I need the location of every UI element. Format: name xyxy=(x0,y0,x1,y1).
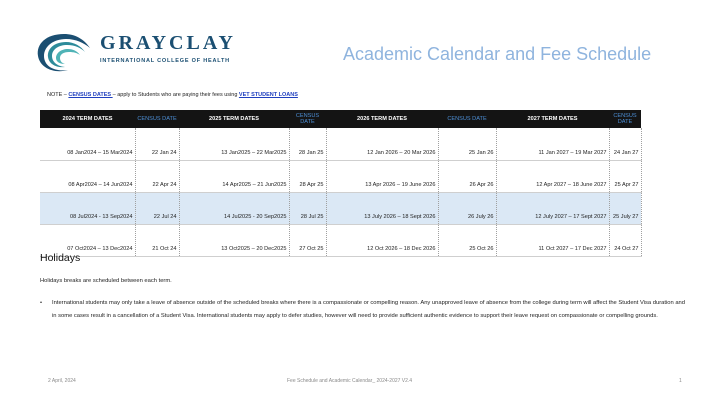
census-date-cell: 24 Jan 27 xyxy=(609,128,641,160)
term-dates-cell: 12 July 2027 – 17 Sept 2027 xyxy=(496,192,609,224)
census-date-cell: 25 July 27 xyxy=(609,192,641,224)
table-row xyxy=(40,224,641,256)
census-date-cell: 26 July 26 xyxy=(438,192,496,224)
census-date-cell: 27 Oct 25 xyxy=(289,224,326,256)
census-date-cell: 22 Jan 24 xyxy=(135,128,179,160)
census-date-cell: 28 Jul 25 xyxy=(289,192,326,224)
census-date-cell: 26 Apr 26 xyxy=(438,160,496,192)
footer-document-name: Fee Schedule and Academic Calendar_ 2024-2027 V2.4 xyxy=(287,378,413,384)
term-dates-cell: 11 Oct 2027 – 17 Dec 2027 xyxy=(496,224,609,256)
brand-name: GRAYCLAY xyxy=(100,32,236,54)
holidays-intro: Holidays breaks are scheduled between each term. xyxy=(40,278,172,284)
table-row xyxy=(40,160,641,192)
term-dates-table xyxy=(40,110,642,257)
term-dates-cell: 08 Jul2024 - 13 Sep2024 xyxy=(40,192,135,224)
header-2027-term-dates: 2027 TERM DATES xyxy=(496,110,609,128)
term-dates-cell: 13 Apr 2026 – 19 June 2026 xyxy=(326,160,438,192)
table-row xyxy=(40,192,641,224)
census-date-cell: 28 Jan 25 xyxy=(289,128,326,160)
census-date-cell: 25 Jan 26 xyxy=(438,128,496,160)
college-logo xyxy=(34,30,236,76)
census-date-cell: 24 Oct 27 xyxy=(609,224,641,256)
term-dates-cell: 12 Oct 2026 – 18 Dec 2026 xyxy=(326,224,438,256)
header-census-date: CENSUS DATE xyxy=(438,110,496,128)
swoosh-logo-icon xyxy=(34,30,96,76)
census-date-cell: 25 Apr 27 xyxy=(609,160,641,192)
brand-tagline: INTERNATIONAL COLLEGE OF HEALTH xyxy=(100,58,230,64)
term-dates-cell: 08 Apr2024 – 14 Jun2024 xyxy=(40,160,135,192)
header-2024-term-dates: 2024 TERM DATES xyxy=(40,110,135,128)
term-dates-cell: 12 Jan 2026 – 20 Mar 2026 xyxy=(326,128,438,160)
table-row xyxy=(40,128,641,160)
term-dates-cell: 14 Jul2025 - 20 Sep2025 xyxy=(179,192,289,224)
vet-student-loans-link[interactable]: VET STUDENT LOANS xyxy=(238,92,298,98)
bullet-text: International students may only take a leave of absence outside of the scheduled breaks where there is a compassionate or compelling reason. Any unapproved leave of absence from the college during term will affect the Student Visa duration and in some cases result in a cancellation of a Student Visa. International students may apply to defer studies, however will need to provide sufficient authentic evidence to support their leave request on compassionate or compelling grounds. xyxy=(52,300,685,319)
census-date-cell: 25 Oct 26 xyxy=(438,224,496,256)
leave-of-absence-bullet xyxy=(40,297,690,323)
census-date-cell: 28 Apr 25 xyxy=(289,160,326,192)
footer-page-number: 1 xyxy=(679,378,682,384)
census-date-cell: 22 Jul 24 xyxy=(135,192,179,224)
footer-date: 2 April, 2024 xyxy=(48,378,76,384)
term-dates-cell: 07 Oct2024 – 13 Dec2024 xyxy=(40,224,135,256)
page-title: Academic Calendar and Fee Schedule xyxy=(343,44,652,64)
holidays-heading: Holidays xyxy=(40,252,81,264)
term-dates-cell: 12 Apr 2027 – 18 June 2027 xyxy=(496,160,609,192)
header-2025-term-dates: 2025 TERM DATES xyxy=(179,110,289,128)
term-dates-cell: 13 Oct2025 – 20 Dec2025 xyxy=(179,224,289,256)
census-dates-link[interactable]: CENSUS DATES xyxy=(68,92,113,98)
term-dates-cell: 13 Jan2025 – 22 Mar2025 xyxy=(179,128,289,160)
census-date-cell: 22 Apr 24 xyxy=(135,160,179,192)
header-census-date: CENSUS DATE xyxy=(289,110,326,128)
note-middle: – apply to Students who are paying their fees using xyxy=(112,92,239,98)
header-census-date: CENSUS DATE xyxy=(135,110,179,128)
term-dates-cell: 11 Jan 2027 – 19 Mar 2027 xyxy=(496,128,609,160)
note-prefix: NOTE – xyxy=(47,92,69,98)
header-2026-term-dates: 2026 TERM DATES xyxy=(326,110,438,128)
table-header-row xyxy=(40,110,641,128)
term-dates-cell: 08 Jan2024 – 15 Mar2024 xyxy=(40,128,135,160)
header-census-date: CENSUS DATE xyxy=(609,110,641,128)
bullet-icon: • xyxy=(40,300,43,306)
term-dates-cell: 14 Apr2025 – 21 Jun2025 xyxy=(179,160,289,192)
term-dates-cell: 13 July 2026 – 18 Sept 2026 xyxy=(326,192,438,224)
census-note xyxy=(47,92,298,98)
census-date-cell: 21 Oct 24 xyxy=(135,224,179,256)
